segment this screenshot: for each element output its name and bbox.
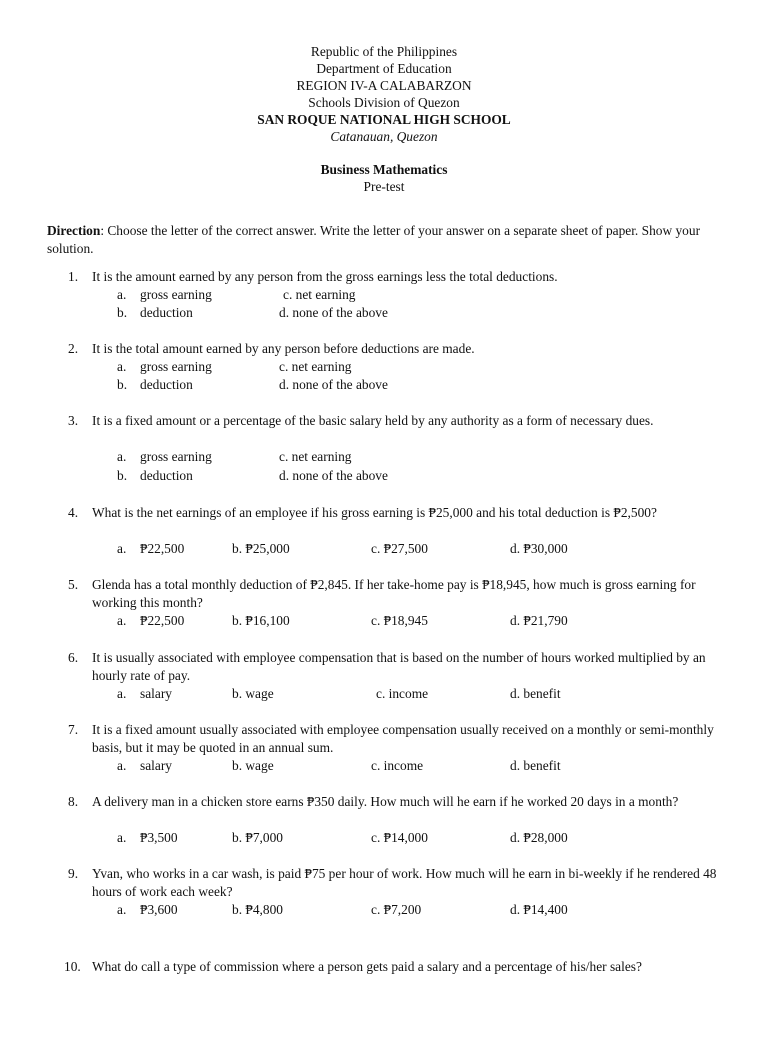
header-department: Department of Education — [316, 61, 452, 76]
option-text: d. ₱28,000 — [510, 830, 568, 845]
test-title: Pre-test — [363, 179, 405, 194]
question-2 — [0, 340, 768, 420]
header-republic: Republic of the Philippines — [310, 44, 458, 59]
question-text: It is usually associated with employee compensation that is based on the number of hours worked multiplied by an hourly rate of pay. — [92, 650, 706, 683]
question-number: 5. — [68, 577, 79, 592]
option-letter: a. — [117, 541, 127, 556]
option-letter: a. — [117, 758, 127, 773]
option-letter: a. — [117, 613, 127, 628]
direction-text: : Choose the letter of the correct answer. Write the letter of your answer on a separate sheet of paper. Show your solution. — [47, 223, 701, 256]
question-8 — [0, 793, 768, 873]
subject-title: Business Mathematics — [320, 162, 448, 177]
option-text: c. net earning — [279, 359, 352, 374]
option-text: b. wage — [232, 686, 274, 701]
question-number: 3. — [68, 413, 79, 428]
option-letter: a. — [117, 359, 127, 374]
question-text: It is a fixed amount usually associated with employee compensation usually received on a monthly or semi-monthly basis, but it may be quoted in an annual sum. — [92, 722, 714, 755]
option-letter: b. — [117, 377, 128, 392]
header-region: REGION IV-A CALABARZON — [296, 78, 472, 93]
question-number: 8. — [68, 794, 79, 809]
option-text: c. ₱7,200 — [371, 902, 422, 917]
option-text: b. wage — [232, 758, 274, 773]
question-3 — [0, 412, 768, 492]
question-6 — [0, 649, 768, 729]
option-text: gross earning — [140, 287, 212, 302]
header-division: Schools Division of Quezon — [308, 95, 460, 110]
option-letter: a. — [117, 449, 127, 464]
option-letter: a. — [117, 902, 127, 917]
question-7 — [0, 721, 768, 801]
school-location: Catanauan, Quezon — [330, 129, 438, 144]
option-text: c. income — [371, 758, 424, 773]
question-text: It is the total amount earned by any person before deductions are made. — [92, 341, 475, 356]
question-number: 2. — [68, 341, 79, 356]
option-text: c. ₱14,000 — [371, 830, 428, 845]
option-text: ₱22,500 — [140, 613, 185, 628]
question-number: 7. — [68, 722, 79, 737]
option-text: gross earning — [140, 449, 212, 464]
option-letter: a. — [117, 287, 127, 302]
option-text: d. benefit — [510, 758, 561, 773]
option-text: d. none of the above — [279, 305, 388, 320]
option-text: deduction — [140, 377, 193, 392]
option-text: ₱3,500 — [140, 830, 178, 845]
option-text: d. ₱30,000 — [510, 541, 568, 556]
option-text: b. ₱4,800 — [232, 902, 283, 917]
option-text: salary — [140, 686, 172, 701]
question-number: 1. — [68, 269, 79, 284]
option-letter: b. — [117, 305, 128, 320]
option-text: c. net earning — [279, 449, 352, 464]
option-text: ₱3,600 — [140, 902, 178, 917]
option-text: ₱22,500 — [140, 541, 185, 556]
option-text: deduction — [140, 305, 193, 320]
option-text: c. net earning — [283, 287, 356, 302]
question-text: A delivery man in a chicken store earns ₱350 daily. How much will he earn if he worked 20 days in a month? — [92, 794, 679, 809]
option-text: d. none of the above — [279, 468, 388, 483]
question-number: 9. — [68, 866, 79, 881]
direction-label: Direction — [47, 223, 101, 238]
option-letter: b. — [117, 468, 128, 483]
option-text: c. ₱27,500 — [371, 541, 428, 556]
question-text: Glenda has a total monthly deduction of ₱2,845. If her take-home pay is ₱18,945, how much is gross earning for working this month? — [92, 577, 696, 610]
option-text: d. benefit — [510, 686, 561, 701]
school-name: SAN ROQUE NATIONAL HIGH SCHOOL — [257, 112, 511, 127]
option-text: c. ₱18,945 — [371, 613, 428, 628]
option-text: b. ₱16,100 — [232, 613, 290, 628]
question-number: 10. — [64, 959, 81, 974]
option-letter: a. — [117, 686, 127, 701]
question-number: 4. — [68, 505, 79, 520]
option-letter: a. — [117, 830, 127, 845]
question-10 — [0, 958, 768, 1038]
option-text: c. income — [376, 686, 429, 701]
option-text: d. ₱14,400 — [510, 902, 568, 917]
question-9 — [0, 865, 768, 945]
question-text: It is a fixed amount or a percentage of the basic salary held by any authority as a form of necessary dues. — [92, 413, 654, 428]
question-5 — [0, 576, 768, 656]
question-text: What is the net earnings of an employee if his gross earning is ₱25,000 and his total deduction is ₱2,500? — [92, 505, 657, 520]
option-text: deduction — [140, 468, 193, 483]
option-text: gross earning — [140, 359, 212, 374]
question-text: What do call a type of commission where a person gets paid a salary and a percentage of his/her sales? — [92, 959, 642, 974]
option-text: salary — [140, 758, 172, 773]
option-text: d. ₱21,790 — [510, 613, 568, 628]
option-text: b. ₱25,000 — [232, 541, 290, 556]
question-1 — [0, 268, 768, 348]
direction — [47, 222, 707, 258]
question-number: 6. — [68, 650, 79, 665]
option-text: b. ₱7,000 — [232, 830, 283, 845]
question-text: It is the amount earned by any person from the gross earnings less the total deductions. — [92, 269, 558, 284]
option-text: d. none of the above — [279, 377, 388, 392]
question-4 — [0, 504, 768, 584]
question-text: Yvan, who works in a car wash, is paid ₱75 per hour of work. How much will he earn in bi-weekly if he rendered 48 hours of work each week? — [92, 866, 717, 899]
